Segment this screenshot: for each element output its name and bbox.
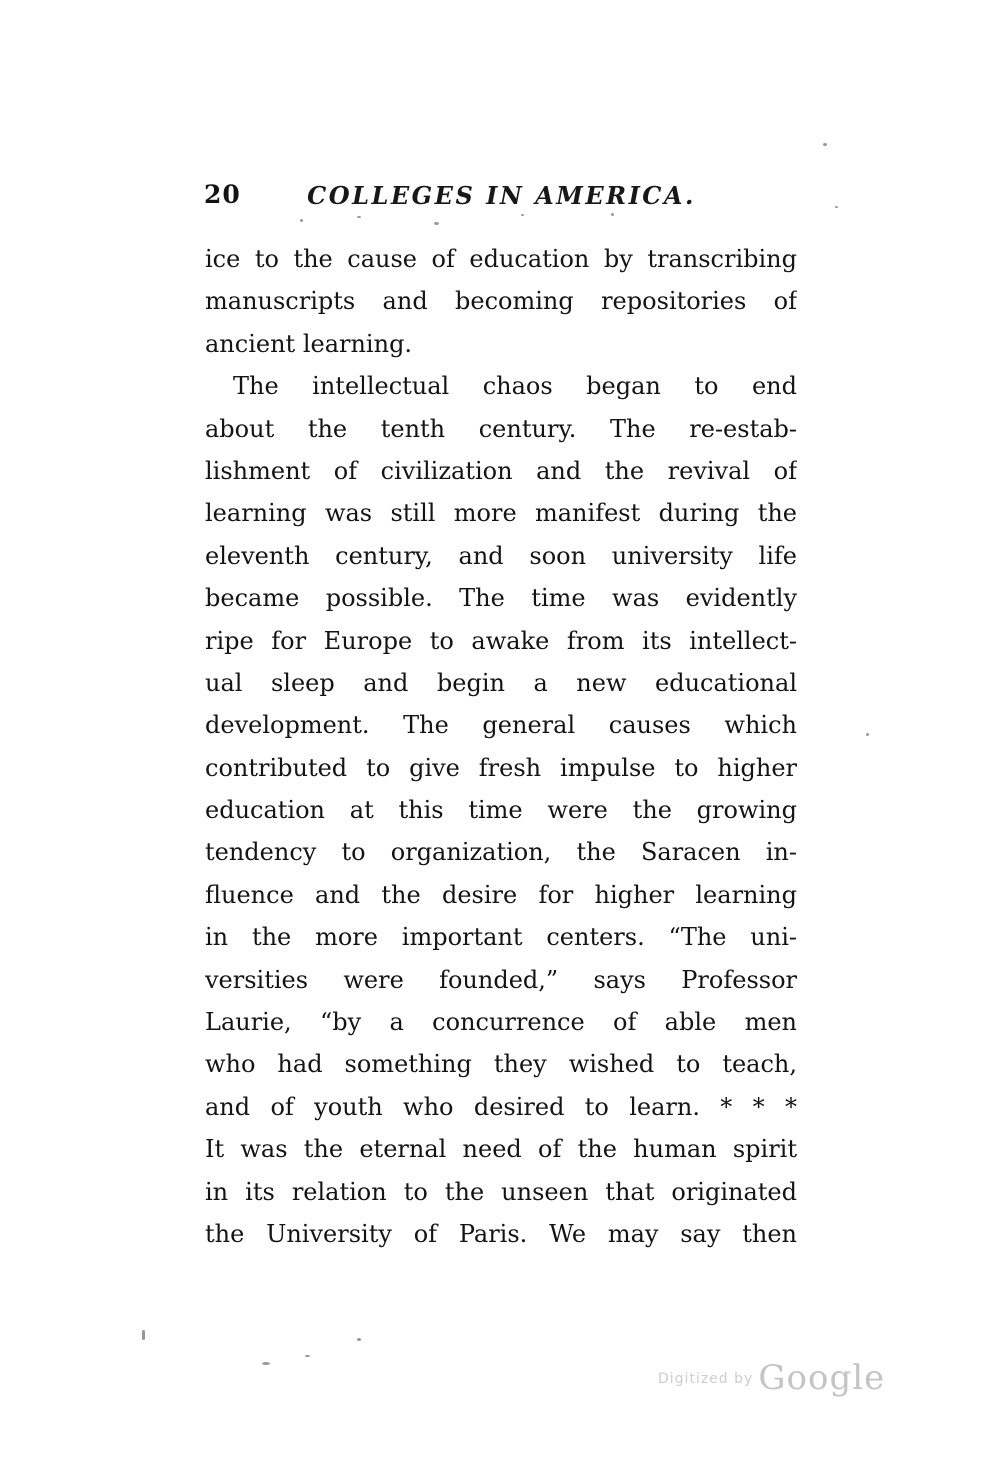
text-line: contributed to give fresh impulse to higher	[205, 753, 797, 782]
google-watermark	[658, 1358, 885, 1398]
page-number: 20	[204, 180, 241, 209]
body-text	[205, 238, 797, 1255]
text-line: The intellectual chaos began to end	[233, 372, 797, 401]
text-line: It was the eternal need of the human spirit	[205, 1135, 797, 1164]
scan-speckle	[434, 222, 439, 225]
text-line: ice to the cause of education by transcribing	[205, 245, 797, 273]
text-line: learning was still more manifest during the	[205, 499, 797, 528]
text-line: lishment of civilization and the revival of	[205, 456, 797, 485]
text-line: eleventh century, and soon university life	[205, 541, 797, 570]
google-logo-text: Google	[758, 1358, 886, 1398]
text-line: and of youth who desired to learn. * * *	[205, 1092, 797, 1121]
text-line: manuscripts and becoming repositories of	[205, 287, 797, 316]
scan-speckle	[521, 214, 524, 216]
text-line: became possible. The time was evidently	[205, 584, 797, 613]
text-line: versities were founded,” says Professor	[205, 965, 797, 994]
scan-speckle	[262, 1362, 270, 1365]
scan-speckle	[611, 213, 614, 216]
scan-speckle	[866, 733, 869, 736]
text-line: the University of Paris. We may say then	[205, 1219, 797, 1248]
text-line: Laurie, “by a concurrence of able men	[205, 1008, 797, 1037]
text-line: about the tenth century. The re-estab-	[205, 414, 797, 443]
scan-speckle	[357, 216, 361, 218]
text-line: fluence and the desire for higher learning	[205, 880, 797, 909]
text-line: ripe for Europe to awake from its intellect-	[205, 626, 797, 655]
scan-speckle	[305, 1355, 310, 1357]
scan-speckle	[142, 1330, 145, 1340]
text-line: in the more important centers. “The uni-	[205, 923, 797, 952]
scan-speckle	[835, 206, 838, 208]
text-line: in its relation to the unseen that originated	[205, 1177, 797, 1206]
scan-speckle	[357, 1338, 361, 1341]
text-line: who had something they wished to teach,	[205, 1050, 797, 1079]
text-line: tendency to organization, the Saracen in-	[205, 838, 797, 867]
text-line: ual sleep and begin a new educational	[205, 668, 797, 697]
text-line: development. The general causes which	[205, 711, 797, 740]
watermark-prefix: Digitized by	[658, 1371, 754, 1387]
scan-speckle	[300, 219, 303, 222]
scan-speckle	[823, 143, 827, 146]
text-line: education at this time were the growing	[205, 796, 797, 825]
text-line: ancient learning.	[205, 329, 413, 358]
running-header-title: COLLEGES IN AMERICA.	[307, 181, 696, 210]
